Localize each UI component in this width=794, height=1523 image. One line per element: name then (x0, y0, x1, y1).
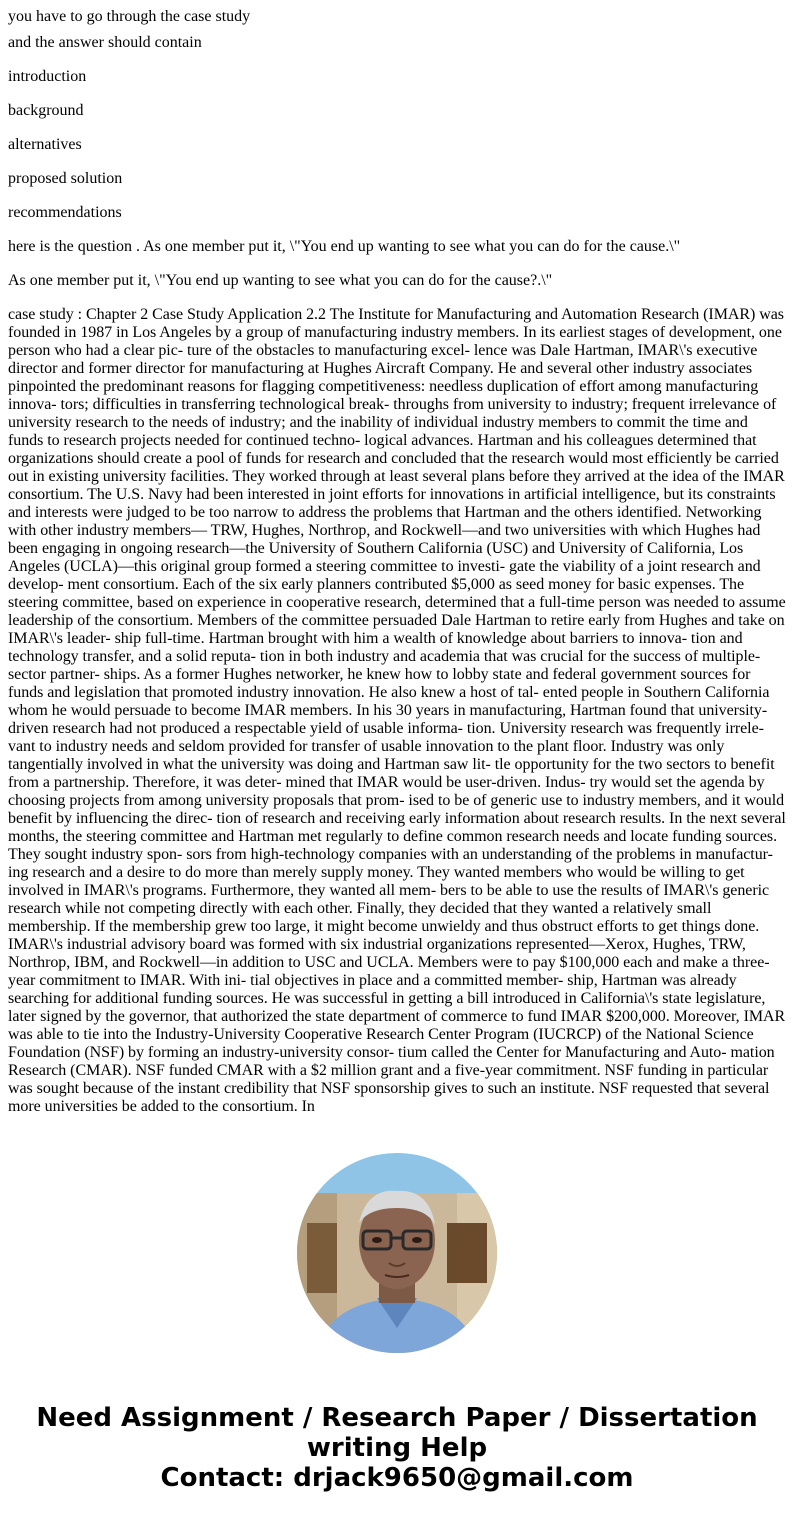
question-repeat-line: As one member put it, \"You end up wanting to see what you can do for the cause?.\" (8, 272, 553, 289)
intro-line-introduction: introduction (8, 68, 87, 85)
intro-line-proposed-solution: proposed solution (8, 170, 123, 187)
promo-line-writing-help: writing Help (306, 1433, 488, 1463)
promo-line-assignment: Need Assignment / Research Paper / Dissertation (36, 1403, 758, 1433)
case-study-text: case study : Chapter 2 Case Study Application 2.2 The Institute for Manufacturing and Automation Research (IMAR) was founded in 1987 in Los Angeles by a group of manufacturing industry members. In its earliest stages of development, one person who had a clear pic- ture of the obstacles to manufacturing excel- lence was Dale Hartman, IMAR\'s executive director and former director for manufacturing at Hughes Aircraft Company. He and several other industry associates pinpointed the predominant reasons for flagging competitiveness: needless duplication of effort among manufacturing innova- tors; difficulties in transferring technological break- throughs from university to industry; frequent irrelevance of university research to the needs of industry; and the inability of individual industry members to commit the time and funds to research projects needed for continued techno- logical advances. Hartman and his colleagues determined that organizations should create a pool of funds for research and concluded that the research would most efficiently be carried out in existing university facilities. They worked through at least several plans before they arrived at the idea of the IMAR consortium. The U.S. Navy had been interested in joint efforts for innovations in artificial intelligence, but its constraints and interests were judged to be too narrow to address the problems that Hartman and the others identified. Networking with other industry members— TRW, Hughes, Northrop, and Rockwell—and two universities with which Hughes had been engaging in ongoing research—the University of Southern California (USC) and University of California, Los Angeles (UCLA)—this original group formed a steering committee to investi- gate the viability of a joint research and develop- ment consortium. Each of the six early planners contributed $5,000 as seed money for basic expenses. The steering committee, based on experience in cooperative research, determined that a full-time person was needed to assume leadership of the consortium. Members of the committee persuaded Dale Hartman to retire early from Hughes and take on IMAR\'s leader- ship full-time. Hartman brought with him a wealth of knowledge about barriers to innova- tion and technology transfer, and a solid reputa- tion in both industry and academia that was crucial for the success of multiple-sector partner- ships. As a former Hughes networker, he knew how to lobby state and federal government sources for funds and legislation that promoted industry innovation. He also knew a host of tal- ented people in Southern California whom he would persuade to become IMAR members. In his 30 years in manufacturing, Hartman found that university-driven research had not produced a respectable yield of usable informa- tion. University research was frequently irrele- vant to industry needs and seldom provided for transfer of usable innovation to the plant floor. Industry was only tangentially involved in what the university was doing and Hartman saw lit- tle opportunity for the two sectors to benefit from a partnership. Therefore, it was deter- mined that IMAR would be user-driven. Indus- try would set the agenda by choosing projects from among university proposals that prom- ised to be of generic use to industry members, and it would benefit by influencing the direc- tion of research and receiving early information about research results. In the next several months, the steering committee and Hartman met regularly to define common research needs and locate funding sources. They sought industry spon- sors from high-technology companies with an understanding of the problems in manufactur- ing research and a desire to do more than merely supply money. They wanted members who would be willing to get involved in IMAR\'s programs. Furthermore, they wanted all mem- bers to be able to use the results of IMAR\'s generic research while not competing directly with each other. Finally, they decided that they wanted a relatively small membership. If the membership grew too large, it might become unwieldy and thus obstruct efforts to get things done. IMAR\'s industrial advisory board was formed with six industrial organizations represented—Xerox, Hughes, TRW, Northrop, IBM, and Rockwell—in addition to USC and UCLA. Members were to pay $100,000 each and make a three-year commitment to IMAR. With ini- tial objectives in place and a committed member- ship, Hartman was already searching for additional funding sources. He was successful in getting a bill introduced in California\'s state legislature, later signed by the governor, that authorized the state department of commerce to fund IMAR $200,000. Moreover, IMAR was able to tie into the Industry-University Cooperative Research Center Program (IUCRCP) of the National Science Foundation (NSF) by forming an industry-university consor- tium called the Center for Manufacturing and Auto- mation Research (CMAR). NSF funded CMAR with a $2 million grant and a five-year commitment. NSF funding in particular was sought because of the instant credibility that NSF sponsorship gives to such an institute. NSF requested that several more universities be added to the consortium. In (8, 306, 786, 1114)
intro-line-background: background (8, 102, 84, 119)
person-portrait-icon (297, 1153, 497, 1353)
intro-line-answer-contain: and the answer should contain (8, 34, 202, 51)
intro-line-go-through: you have to go through the case study (8, 8, 251, 25)
promo-banner (0, 1403, 794, 1493)
question-line: here is the question . As one member put it, \"You end up wanting to see what you can do for the cause.\" (8, 238, 681, 255)
intro-line-recommendations: recommendations (8, 204, 122, 221)
promo-line-contact: Contact: drjack9650@gmail.com (160, 1463, 634, 1493)
document-body (8, 0, 786, 1114)
intro-line-alternatives: alternatives (8, 136, 82, 153)
avatar (297, 1153, 497, 1353)
